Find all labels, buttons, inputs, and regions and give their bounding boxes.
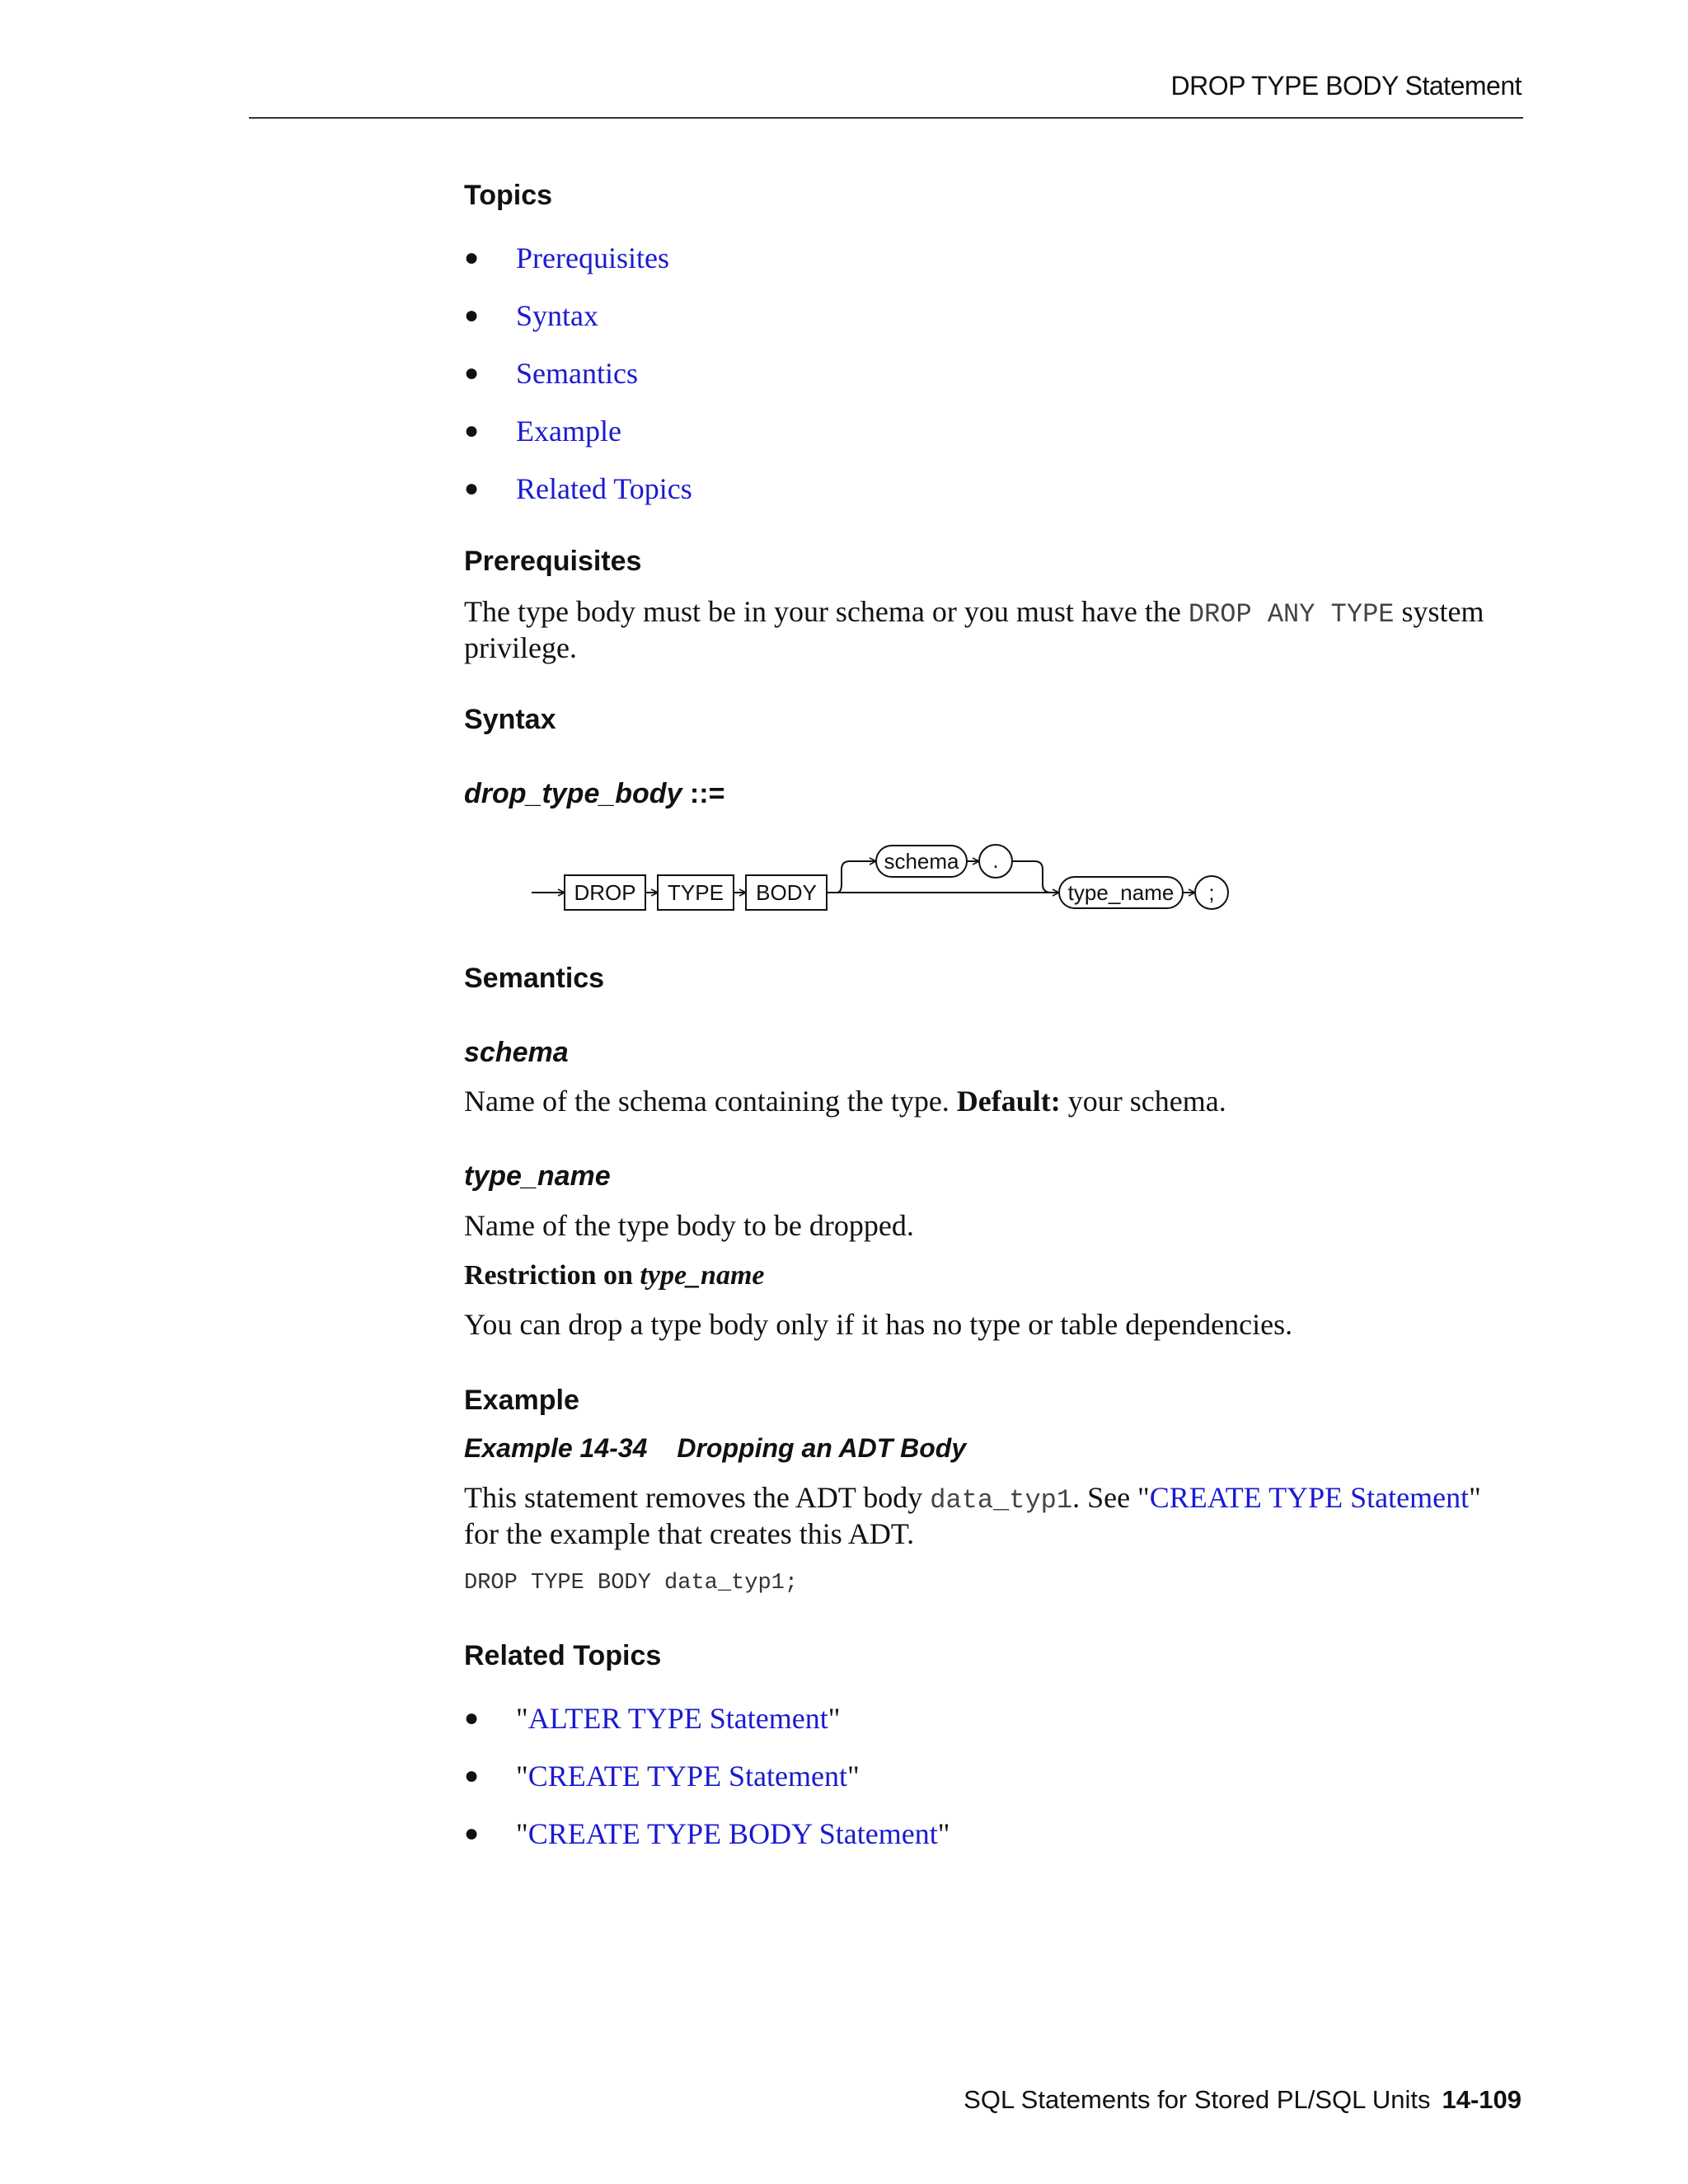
bullet-icon: ●	[464, 1820, 480, 1847]
semantics-heading: Semantics	[464, 963, 605, 994]
topic-link-semantics[interactable]: Semantics	[516, 357, 638, 390]
bullet-icon: ●	[464, 359, 480, 387]
open-quote: "	[516, 1760, 528, 1793]
restriction-term: type_name	[640, 1260, 765, 1291]
type-name-term: type_name	[464, 1160, 611, 1192]
example-code-block: DROP TYPE BODY data_typ1;	[464, 1571, 799, 1596]
data-typ1-code: data_typ1	[930, 1485, 1073, 1516]
example-text	[464, 1481, 1503, 1551]
diagram-branch-up	[837, 861, 876, 893]
page-number: 14-109	[1442, 2085, 1522, 2114]
close-quote: "	[828, 1702, 841, 1735]
bullet-icon: ●	[464, 1762, 480, 1789]
related-topics-heading: Related Topics	[464, 1640, 662, 1671]
topic-link-syntax[interactable]: Syntax	[516, 299, 599, 332]
schema-default-value: your schema.	[1060, 1085, 1226, 1118]
syntax-diagram	[532, 837, 1240, 919]
syntax-rule-op: ::=	[682, 778, 725, 809]
example-text-end: " for the example that creates this ADT.	[464, 1481, 1481, 1550]
example-caption-label: Example 14-34	[464, 1433, 648, 1463]
close-quote: "	[847, 1760, 860, 1793]
topic-link-example[interactable]: Example	[516, 415, 621, 448]
prerequisites-text-end: system privilege.	[464, 595, 1484, 664]
restriction-label: Restriction on	[464, 1260, 640, 1291]
footer-title: SQL Statements for Stored PL/SQL Units	[964, 2085, 1431, 2114]
example-caption	[464, 1433, 966, 1464]
example-caption-title: Dropping an ADT Body	[677, 1433, 967, 1463]
header-rule	[249, 117, 1523, 119]
diagram-label-terminator: ;	[1208, 880, 1215, 905]
close-quote: "	[937, 1817, 950, 1850]
drop-any-type-code: DROP ANY TYPE	[1188, 599, 1395, 630]
syntax-rule-name: drop_type_body	[464, 778, 682, 809]
type-name-restriction-heading	[464, 1258, 765, 1292]
example-text-start: This statement removes the ADT body	[464, 1481, 931, 1514]
page-footer	[964, 2085, 1522, 2115]
diagram-label-dot: .	[992, 848, 999, 873]
schema-term: schema	[464, 1037, 569, 1068]
schema-text: Name of the schema containing the type.	[464, 1085, 957, 1118]
related-link-create-type[interactable]: CREATE TYPE Statement	[528, 1760, 848, 1793]
diagram-label-schema: schema	[884, 849, 959, 874]
prerequisites-text	[464, 595, 1511, 665]
schema-default-label: Default:	[956, 1085, 1061, 1118]
example-heading: Example	[464, 1385, 579, 1416]
diagram-branch-down	[1012, 861, 1051, 893]
bullet-icon: ●	[464, 1704, 480, 1732]
create-type-statement-link[interactable]: CREATE TYPE Statement	[1149, 1481, 1470, 1514]
open-quote: "	[516, 1817, 528, 1850]
related-link-create-type-body[interactable]: CREATE TYPE BODY Statement	[528, 1817, 938, 1850]
schema-description	[464, 1085, 1511, 1118]
diagram-label-type-name: type_name	[1067, 880, 1175, 905]
prerequisites-text-start: The type body must be in your schema or you must have the	[464, 595, 1189, 628]
bullet-icon: ●	[464, 302, 480, 329]
topic-link-prerequisites[interactable]: Prerequisites	[516, 241, 669, 274]
open-quote: "	[516, 1702, 528, 1735]
topics-heading: Topics	[464, 180, 553, 211]
bullet-icon: ●	[464, 475, 480, 502]
bullet-icon: ●	[464, 417, 480, 444]
running-header: DROP TYPE BODY Statement	[1170, 71, 1522, 101]
syntax-heading: Syntax	[464, 704, 556, 735]
diagram-label-drop: DROP	[574, 880, 636, 905]
related-link-alter-type[interactable]: ALTER TYPE Statement	[528, 1702, 828, 1735]
topic-link-related-topics[interactable]: Related Topics	[516, 472, 692, 505]
type-name-restriction-text: You can drop a type body only if it has no type or table dependencies.	[464, 1308, 1293, 1341]
syntax-rule	[464, 778, 724, 810]
diagram-label-body: BODY	[756, 880, 817, 905]
prerequisites-heading: Prerequisites	[464, 546, 642, 577]
example-text-middle: . See "	[1072, 1481, 1150, 1514]
diagram-label-type: TYPE	[668, 880, 724, 905]
bullet-icon: ●	[464, 244, 480, 271]
type-name-description: Name of the type body to be dropped.	[464, 1209, 914, 1242]
